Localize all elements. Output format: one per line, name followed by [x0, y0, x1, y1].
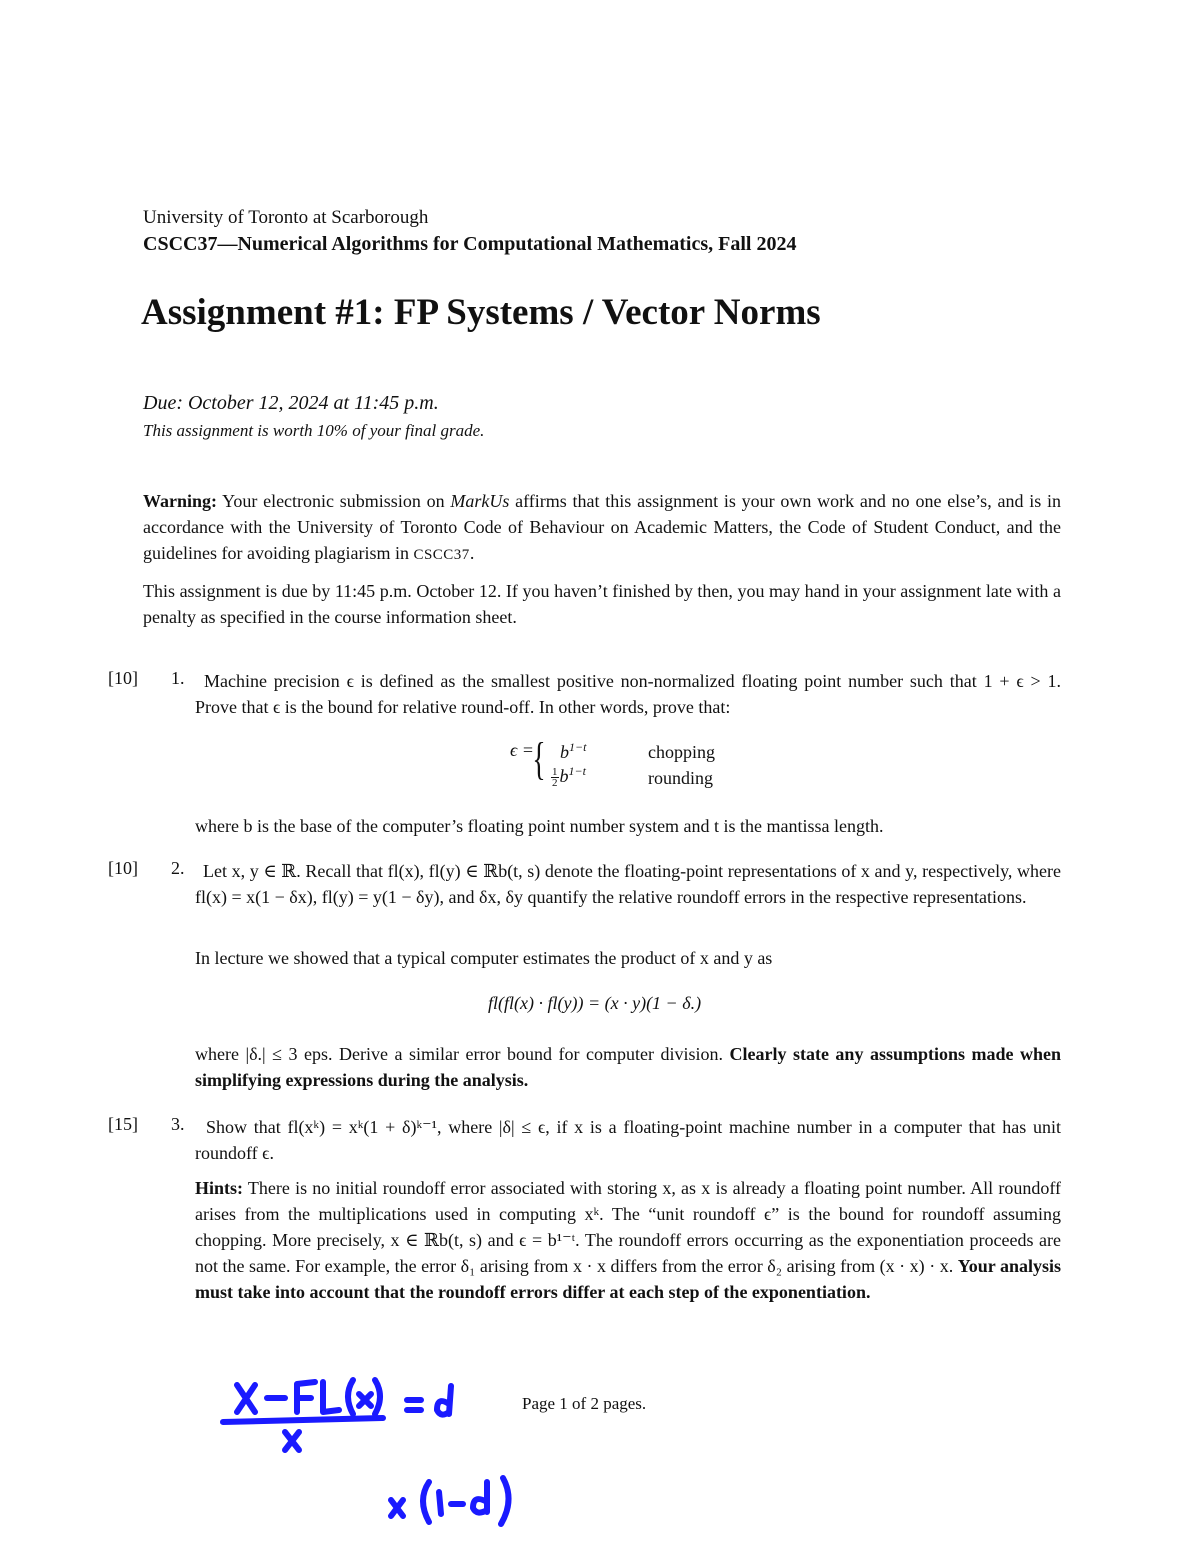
late-policy: This assignment is due by 11:45 p.m. October 12. If you haven’t finished by then, you may hand in your assignment late with a penalty as specified in the course information sheet. — [143, 581, 1061, 627]
warning-text-before: Your electronic submission on — [217, 491, 451, 511]
question-2-marks: [10] — [108, 858, 138, 878]
question-1-text: Machine precision ϵ is defined as the smallest positive non-normalized floating point number such that 1 + ϵ > 1. Prove that ϵ is the bound for relative round-off. In other words, prove that: — [195, 671, 1061, 717]
hw-x-inner — [359, 1394, 371, 1406]
due-date: Due: October 12, 2024 at 11:45 p.m. — [143, 392, 439, 414]
warning-paragraph — [143, 488, 1061, 568]
page-footer: Page 1 of 2 pages. — [522, 1394, 647, 1413]
warning-text-after: affirms that this assignment is your own work and no one else’s, and is in accordance with the University of Toronto Code of Behaviour on Academic Matters, the Code of Student Conduct, and the guidelines for avoiding plagiarism in — [143, 491, 1061, 563]
case-rounding — [551, 764, 586, 788]
eq-lhs: ϵ = — [510, 740, 534, 760]
question-2-number: 2. — [171, 858, 185, 878]
question-2-division — [195, 1041, 1061, 1093]
question-3-text: Show that fl(xᵏ) = xᵏ(1 + δ)ᵏ⁻¹, where |δ| ≤ ϵ, if x is a floating-point machine number in a computer that has unit roundoff ϵ. — [195, 1117, 1061, 1163]
case-chopping — [560, 740, 586, 763]
question-2-plain: where |δ.| ≤ 3 eps. Derive a similar error bound for computer division. — [195, 1044, 730, 1064]
hw-L — [323, 1382, 339, 1412]
hw-one — [439, 1492, 441, 1514]
hw-F — [297, 1382, 315, 1412]
question-3-number: 3. — [171, 1114, 185, 1134]
hw-fraction-bar — [223, 1418, 383, 1422]
case-rounding-label: rounding — [648, 768, 713, 788]
hw-x-2 — [391, 1500, 403, 1516]
grade-weight: This assignment is worth 10% of your final grade. — [143, 421, 485, 440]
question-3-hints — [195, 1175, 1061, 1305]
case2-expr: b — [559, 766, 569, 786]
case-chopping-label: chopping — [648, 742, 715, 762]
hints-bold: Your analysis must take into account that the roundoff errors differ at each step of the exponentiation. — [195, 1256, 1061, 1302]
hw-paren-open-2 — [423, 1482, 429, 1522]
university-name: University of Toronto at Scarborough — [143, 207, 429, 228]
hw-x-1 — [237, 1385, 255, 1412]
case1-exp: 1−t — [569, 740, 587, 754]
half-fraction: $\frac{1}{2}$ — [552, 766, 558, 790]
course-code: CSCC37 — [413, 547, 470, 563]
warning-end: . — [469, 543, 475, 563]
hints-text: There is no initial roundoff error associated with storing x, as x is already a floating point number. All roundoff arises from the multiplications used in computing xᵏ. The “unit roundoff ϵ” is the bound for roundoff assuming chopping. More precisely, x ∈ ℝb(t, s) and ϵ = b¹⁻ᵗ. The roundoff errors occurring as the exponentiation proceeds are not the same. For example, the error δ₁ arising from x · x differs from the error δ₂ arising from (x · x) · x. — [195, 1178, 1061, 1276]
product-equation: fl(fl(x) · fl(y)) = (x · y)(1 − δ.) — [488, 993, 702, 1013]
question-2-text: Let x, y ∈ ℝ. Recall that fl(x), fl(y) ∈ ℝb(t, s) denote the floating-point representations of x and y, respectively, where fl(x) = x(1 − δx), fl(y) = y(1 − δy), and δx, δy quantify the relative roundoff errors in the respective representations. — [195, 861, 1061, 907]
question-2-bold: Clearly state any assumptions made when simplifying expressions during the analysis. — [195, 1044, 1061, 1090]
question-1-number: 1. — [171, 668, 185, 688]
assignment-title: Assignment #1: FP Systems / Vector Norms — [141, 292, 821, 333]
warning-label: Warning: — [143, 491, 218, 511]
question-1-where: where b is the base of the computer’s floating point number system and t is the mantissa length. — [195, 816, 884, 836]
hw-d-2 — [473, 1482, 487, 1513]
hw-paren-open — [348, 1380, 353, 1414]
question-3-marks: [15] — [108, 1114, 138, 1134]
handwritten-annotation — [215, 1370, 525, 1540]
hw-d — [437, 1386, 451, 1415]
course-title: CSCC37—Numerical Algorithms for Computational Mathematics, Fall 2024 — [143, 233, 797, 255]
question-2-lecture: In lecture we showed that a typical computer estimates the product of x and y as — [195, 948, 773, 968]
hw-paren-close — [375, 1380, 380, 1414]
epsilon-case-equation — [510, 733, 715, 790]
markus-name: MarkUs — [450, 491, 510, 511]
case2-exp: 1−t — [568, 764, 586, 778]
left-brace: { — [532, 733, 546, 784]
question-1-marks: [10] — [108, 668, 138, 688]
case1-expr: b — [560, 742, 569, 762]
hw-equals — [407, 1400, 421, 1410]
hw-paren-close-2 — [501, 1478, 509, 1524]
hints-label: Hints: — [195, 1178, 244, 1198]
hw-x-denominator — [285, 1432, 299, 1450]
